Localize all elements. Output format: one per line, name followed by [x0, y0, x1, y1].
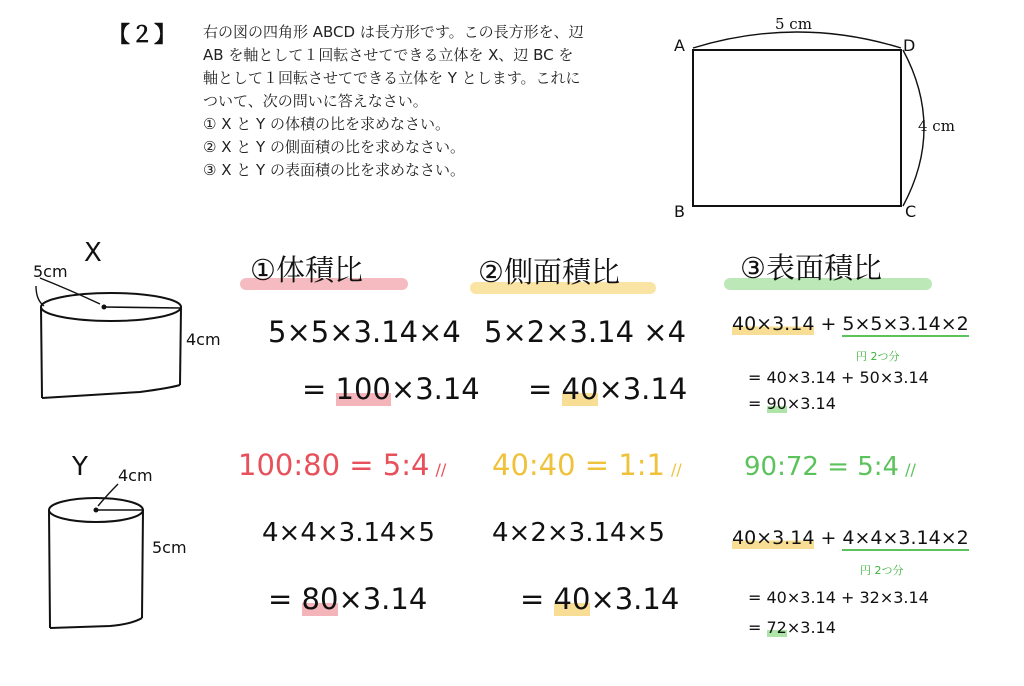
col3-x-step1: = 40×3.14 + 50×3.14: [748, 368, 929, 387]
col1-x-result: [302, 372, 480, 406]
col2-ratio-mark: //: [670, 460, 682, 479]
col3-x-expr-lateral: 40×3.14: [732, 313, 815, 335]
col3-ratio-mark: //: [905, 460, 916, 479]
col1-x-result-eq: =: [302, 372, 336, 406]
question-1: ① X と Y の体積の比を求めなさい。: [203, 115, 450, 133]
col2-ratio-text: 40:40 = 1:1: [492, 448, 665, 482]
col1-y-result-value: 80: [301, 582, 339, 616]
col3-y-step2-eq: =: [748, 618, 767, 637]
problem-number: 【２】: [108, 23, 178, 48]
col2-y-result-value: 40: [553, 582, 591, 616]
col3-x-expr-bases: 5×5×3.14×2: [842, 313, 969, 335]
sketch-x-title: X: [84, 238, 102, 268]
col3-y-step1: = 40×3.14 + 32×3.14: [748, 588, 929, 607]
vertex-b: B: [674, 202, 685, 221]
col3-y-step2: [748, 618, 836, 637]
col3-y-step2-value: 72: [766, 618, 787, 637]
problem-line-4: ついて、次の問いに答えなさい。: [203, 92, 428, 110]
col2-y-result-rest: ×3.14: [590, 582, 680, 616]
col2-ratio: [492, 448, 682, 482]
vertex-c: C: [905, 202, 917, 221]
sketch-y-radius: 4cm: [118, 466, 153, 485]
sketch-y-height: 5cm: [152, 538, 187, 557]
col3-ratio-text: 90:72 = 5:4: [744, 452, 900, 482]
sketch-y-title: Y: [72, 452, 88, 482]
vertex-a: A: [674, 36, 685, 55]
problem-line-3: 軸として１回転させてできる立体を Y とします。これに: [203, 69, 581, 87]
col1-ratio-mark: //: [435, 460, 447, 479]
col2-x-expression: 5×2×3.14 ×4: [484, 315, 687, 349]
col3-x-step2-eq: =: [748, 394, 767, 413]
col1-y-result: [268, 582, 427, 616]
col3-y-expression: [732, 527, 969, 549]
sketch-x-height: 4cm: [186, 330, 221, 349]
height-label: 4 cm: [918, 117, 955, 135]
sketch-x-radius: 5cm: [33, 262, 68, 281]
col3-y-note: 円 2つ分: [860, 564, 904, 577]
col3-y-step2-rest: ×3.14: [786, 618, 836, 637]
problem-line-2: AB を軸として１回転させてできる立体を X、辺 BC を: [203, 46, 574, 64]
col2-x-result-rest: ×3.14: [598, 372, 688, 406]
col3-ratio: [744, 452, 916, 482]
col1-ratio: [238, 448, 446, 482]
question-2: ② X と Y の側面積の比を求めなさい。: [203, 138, 465, 156]
col3-x-plus: +: [814, 313, 843, 335]
col1-y-expression: 4×4×3.14×5: [262, 518, 435, 548]
col3-x-step2-rest: ×3.14: [786, 394, 836, 413]
col1-x-result-rest: ×3.14: [390, 372, 480, 406]
col1-y-result-rest: ×3.14: [338, 582, 428, 616]
col3-x-note: 円 2つ分: [856, 350, 900, 363]
col1-x-result-value: 100: [335, 372, 391, 406]
col3-x-step2: [748, 394, 836, 413]
question-3: ③ X と Y の表面積の比を求めなさい。: [203, 161, 465, 179]
col2-y-result: [520, 582, 679, 616]
col3-x-step2-value: 90: [766, 394, 787, 413]
col1-ratio-text: 100:80 = 5:4: [238, 448, 430, 482]
col3-y-expr-bases: 4×4×3.14×2: [842, 527, 969, 549]
col3-x-expression: [732, 313, 969, 335]
col2-x-result: [528, 372, 687, 406]
col2-y-result-eq: =: [520, 582, 554, 616]
col3-y-plus: +: [814, 527, 843, 549]
vertex-d: D: [903, 36, 916, 55]
col2-heading: ②側面積比: [478, 255, 620, 289]
problem-line-1: 右の図の四角形 ABCD は長方形です。この長方形を、辺: [203, 23, 584, 41]
col3-heading: ③表面積比: [740, 251, 882, 285]
width-label: 5 cm: [775, 15, 812, 33]
col1-x-expression: 5×5×3.14×4: [268, 315, 461, 349]
col1-y-result-eq: =: [268, 582, 302, 616]
col1-heading: ①体積比: [250, 253, 363, 287]
col2-y-expression: 4×2×3.14×5: [492, 518, 665, 548]
col2-x-result-eq: =: [528, 372, 562, 406]
col3-y-expr-lateral: 40×3.14: [732, 527, 815, 549]
col2-x-result-value: 40: [561, 372, 599, 406]
